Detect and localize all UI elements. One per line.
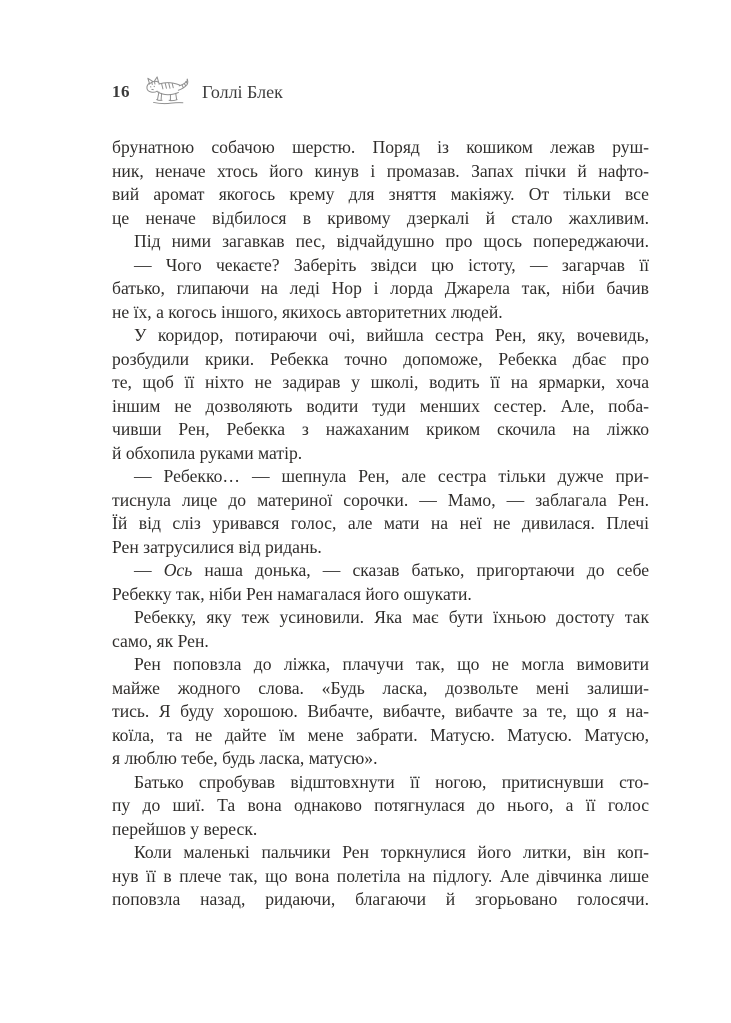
author-running-head: Голлі Блек [202,81,283,102]
text-line: — Ребекко… — шепнула Рен, але сестра тільки дужче при- [134,466,649,486]
text-line: чивши Рен, Ребекка з нажаханим криком скочила на ліжко [112,419,649,439]
paragraph [112,465,649,559]
text-line: вий аромат якогось крему для зняття макіяжу. От тільки все [112,184,649,204]
text-line: перейшов у вереск. [112,818,258,839]
striped-cat-sketch-icon [143,74,189,110]
text-line: Їй від сліз уривався голос, але мати на неї не дивилася. Плечі [112,513,649,533]
text-line: майже жодного слова. «Будь ласка, дозвольте мені залиши- [112,677,649,698]
text-line: У коридор, потираючи очі, вийшла сестра Рен, яку, вочевидь, [134,325,649,345]
plain-text: — [134,560,164,580]
paragraph [112,841,649,912]
text-line: це неначе відбилося в кривому дзеркалі й стало жахливим. [112,207,649,228]
text-line: пу до шиї. Та вона однаково потягнулася до нього, а її голос [112,795,649,815]
paragraph [112,559,649,606]
page-number: 16 [112,82,130,101]
text-line: батько, глипаючи на леді Нор і лорда Джарела так, ніби бачив [112,278,649,298]
text-line: коїла, та не дайте їм мене забрати. Матусю. Матусю. Матусю, [112,724,649,745]
text-line: тись. Я буду хорошою. Вибачте, вибачте, вибачте за те, що я на- [112,701,649,721]
text-line: поповзла назад, ридаючи, благаючи й згорьовано голосячи. [112,889,649,909]
text-line: тиснула лице до материної сорочки. — Мамо, — заблагала Рен. [112,489,649,510]
text-line: Ребекку, яку теж усиновили. Яка має бути їхньою достоту так [134,607,649,627]
paragraph [112,254,649,325]
text-line: нув її в плече так, що вона полетіла на підлогу. Але дівчинка лише [112,865,649,886]
text-line [112,559,649,583]
text-line: й обхопила руками матір. [112,442,303,463]
text-line: ник, неначе хтось його кинув і промазав. Запах пічки й нафто- [112,160,649,181]
page-header [112,72,283,112]
text-line: іншим не дозволяють водити туди менших сестер. Але, поба- [112,395,649,416]
italic-text: Ось [163,560,193,580]
body-text [112,136,649,912]
paragraph [112,324,649,465]
text-line: Батько спробував відштовхнути її ногою, притиснувши сто- [134,771,649,792]
text-line: розбудили крики. Ребекка точно допоможе, Ребекка дбає про [112,348,649,369]
text-line: Рен поповзла до ліжка, плачучи так, що не могла вимовити [134,654,649,674]
text-line: брунатною собачою шерстю. Поряд із кошиком лежав руш- [112,137,649,157]
text-line: не їх, а когось іншого, якихось авторитетних людей. [112,301,503,322]
paragraph [112,653,649,771]
paragraph [112,771,649,842]
plain-text: наша донька, — сказав батько, пригортаючи до себе [192,560,650,580]
text-line: Під ними загавкав пес, відчайдушно про щось попереджаючи. [134,231,649,251]
text-line: — Чого чекаєте? Заберіть звідси цю істоту, — загарчав її [134,254,649,275]
paragraph [112,230,649,254]
text-line: Ребекку так, ніби Рен намагалася його ошукати. [112,583,472,604]
text-line: я люблю тебе, будь ласка, матусю». [112,748,378,768]
text-line: Рен затрусилися від ридань. [112,536,322,557]
text-line: те, щоб її ніхто не задирав у школі, водить її на ярмарки, хоча [112,372,649,392]
text-line: Коли маленькі пальчики Рен торкнулися його литки, він коп- [134,842,649,862]
text-line: само, як Рен. [112,630,209,651]
paragraph [112,606,649,653]
paragraph [112,136,649,230]
